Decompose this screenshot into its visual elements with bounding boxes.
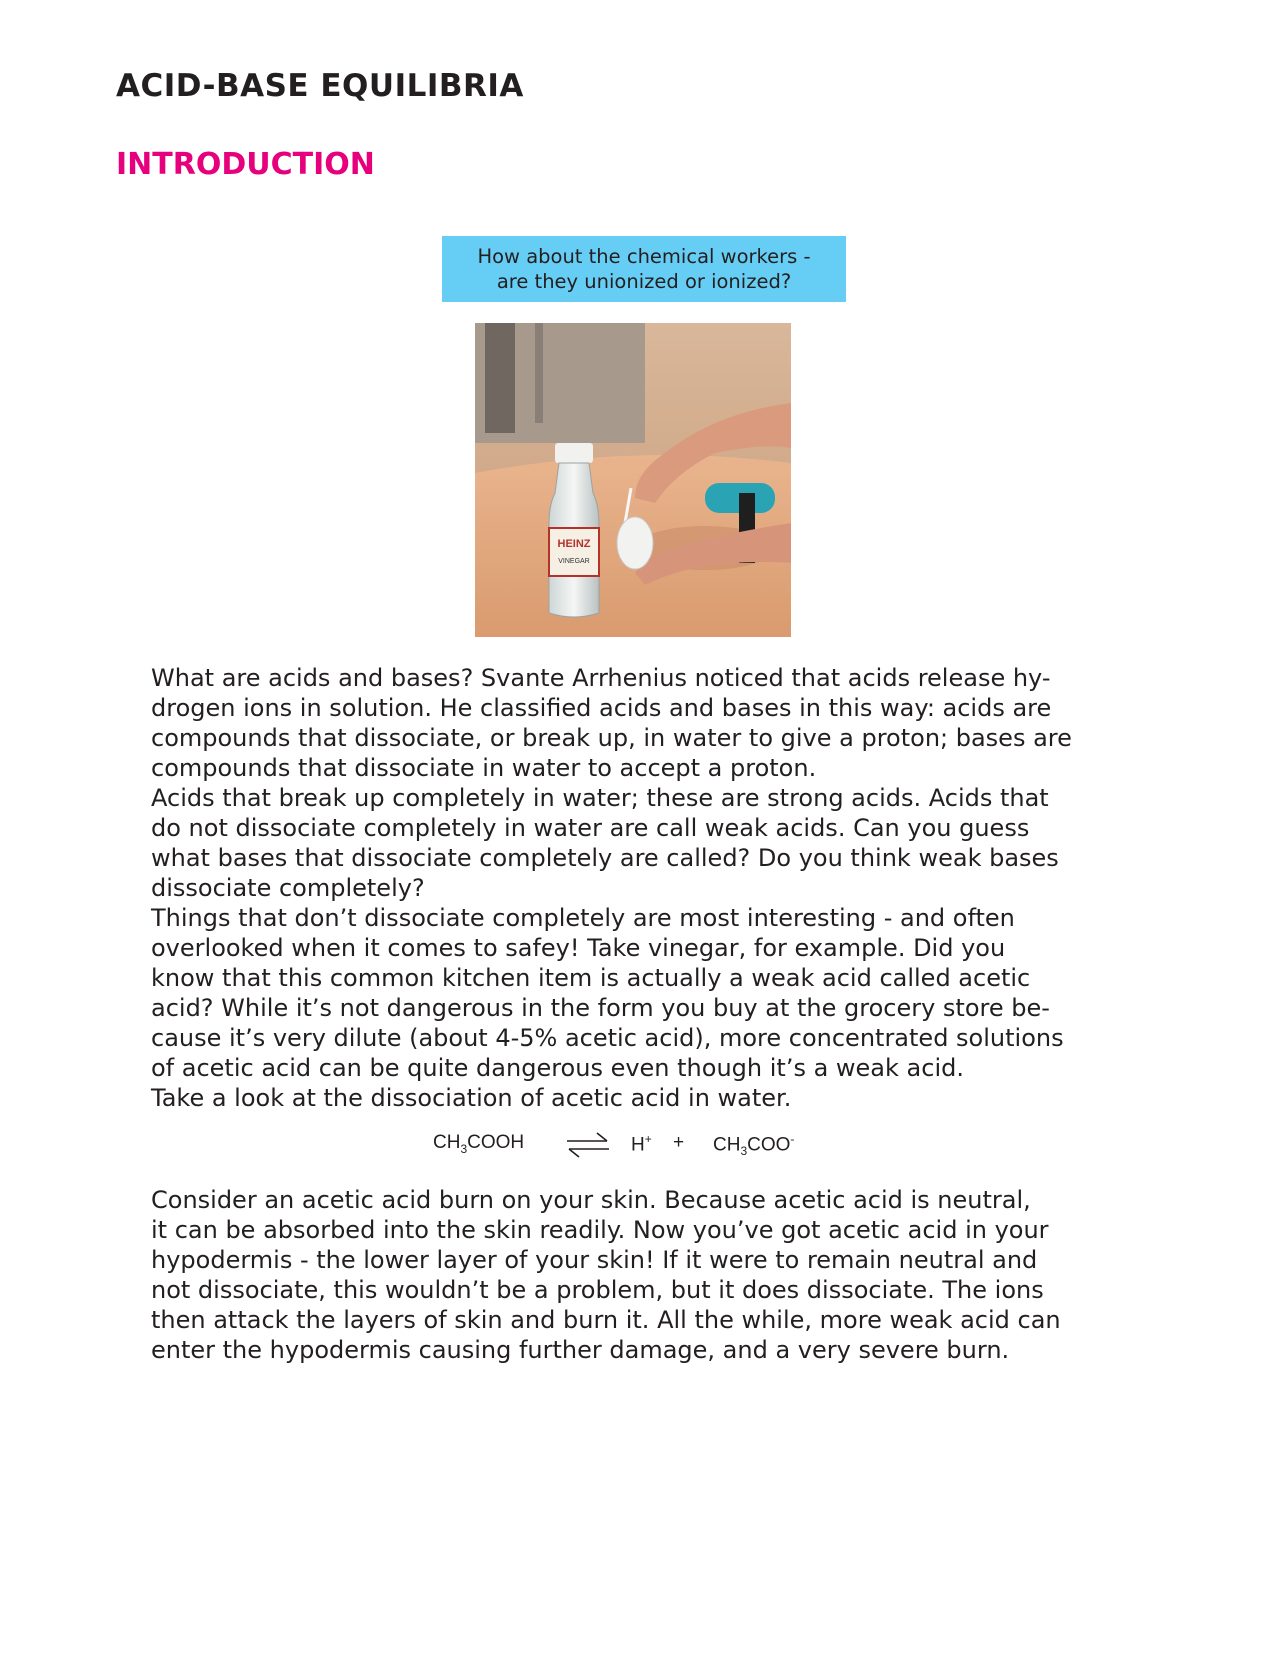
paragraph-1-line: cause it’s very dilute (about 4-5% acetic acid), more concentrated solutions <box>151 1024 1064 1052</box>
paragraph-1-line: overlooked when it comes to safey! Take vinegar, for example. Did you <box>151 934 1006 962</box>
paragraph-2-line: then attack the layers of skin and burn it. All the while, more weak acid can <box>151 1306 1061 1334</box>
acetate-subscript: 3 <box>740 1144 748 1159</box>
equation-reactant <box>433 1132 524 1156</box>
vinegar-photo <box>475 323 791 637</box>
equilibrium-arrows-icon <box>563 1128 613 1162</box>
paragraph-1-line: dissociate completely? <box>151 874 425 902</box>
mirror-edge <box>535 323 543 423</box>
paragraph-1-line: what bases that dissociate completely are called? Do you think weak bases <box>151 844 1059 872</box>
paragraph-1-line: Take a look at the dissociation of acetic acid in water. <box>151 1084 792 1112</box>
paragraph-1-line: compounds that dissociate in water to accept a proton. <box>151 754 817 782</box>
paragraph-2-line: enter the hypodermis causing further damage, and a very severe burn. <box>151 1336 1010 1364</box>
callout-line-2: are they unionized or ionized? <box>496 270 792 293</box>
reactant-ch: CH <box>433 1132 461 1153</box>
acetate-coo: COO <box>747 1134 791 1156</box>
bottle-sublabel-text: VINEGAR <box>558 558 590 565</box>
paragraph-1-line: Acids that break up completely in water; these are strong acids. Acids that <box>151 784 1049 812</box>
paragraph-1-line: drogen ions in solution. He classified acids and bases in this way: acids are <box>151 694 1052 722</box>
mirror-frame <box>485 323 515 433</box>
vinegar-photo-illustration <box>475 323 791 637</box>
paragraph-2-line: not dissociate, this wouldn’t be a problem, but it does dissociate. The ions <box>151 1276 1044 1304</box>
squeeze-bottle <box>617 517 653 569</box>
paragraph-2-line: it can be absorbed into the skin readily. Now you’ve got acetic acid in your <box>151 1216 1049 1244</box>
hydrogen-symbol: H <box>631 1134 645 1156</box>
paragraph-1-line: What are acids and bases? Svante Arrhenius noticed that acids release hy- <box>151 664 1051 692</box>
bottle-label-text: HEINZ <box>557 538 591 550</box>
acetate-charge: - <box>790 1132 795 1146</box>
paragraph-1-line: of acetic acid can be quite dangerous even though it’s a weak acid. <box>151 1054 964 1082</box>
reactant-subscript: 3 <box>460 1141 468 1156</box>
bottle-cap <box>555 443 593 463</box>
equation-acetate-ion <box>713 1132 794 1158</box>
paragraph-1-line: compounds that dissociate, or break up, in water to give a proton; bases are <box>151 724 1072 752</box>
paragraph-2 <box>151 1185 1151 1365</box>
reactant-cooh: COOH <box>467 1132 525 1153</box>
paragraph-2-line: Consider an acetic acid burn on your skin. Because acetic acid is neutral, <box>151 1186 1031 1214</box>
acetate-ch: CH <box>713 1134 741 1156</box>
callout-line-1: How about the chemical workers - <box>477 245 811 268</box>
paragraph-1-line: do not dissociate completely in water are call weak acids. Can you guess <box>151 814 1030 842</box>
paragraph-1-line: acid? While it’s not dangerous in the form you buy at the grocery store be- <box>151 994 1050 1022</box>
bottle-label <box>549 528 599 576</box>
hydrogen-charge: + <box>644 1132 652 1146</box>
callout-box <box>442 236 846 302</box>
paragraph-1 <box>151 663 1151 1113</box>
paragraph-2-line: hypodermis - the lower layer of your skin! If it were to remain neutral and <box>151 1246 1038 1274</box>
equation-plus: + <box>673 1132 685 1153</box>
equation-hydrogen-ion <box>631 1132 652 1156</box>
section-heading: INTRODUCTION <box>116 147 375 182</box>
paragraph-1-line: Things that don’t dissociate completely are most interesting - and often <box>151 904 1015 932</box>
paragraph-1-line: know that this common kitchen item is actually a weak acid called acetic <box>151 964 1031 992</box>
page-title: ACID-BASE EQUILIBRIA <box>116 68 524 104</box>
